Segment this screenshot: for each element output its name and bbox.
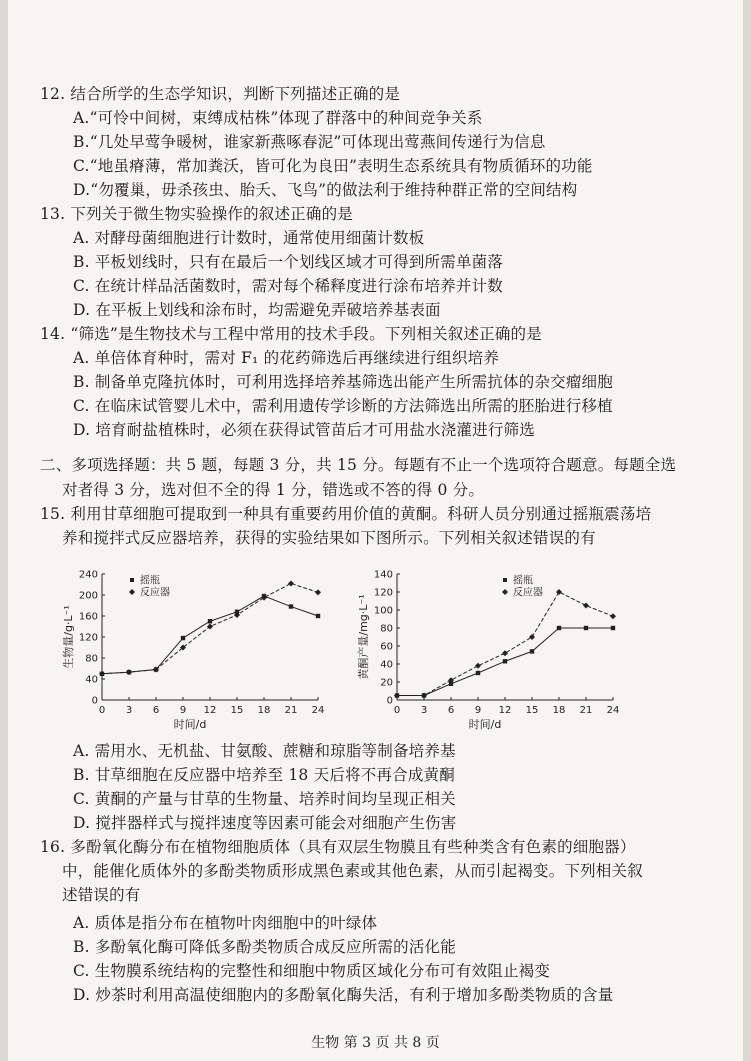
page-footer: 生物 第 3 页 共 8 页 [311, 1035, 440, 1051]
q14-option-c: C. 在临床试管婴儿术中，需利用遗传学诊断的方法筛选出所需的胚胎进行移植 [73, 397, 613, 415]
biomass-y-tick-label: 240 [78, 569, 98, 581]
flavonoid-series-1-point [476, 671, 480, 675]
flavonoid-y-tick-label: 60 [380, 641, 393, 653]
biomass-series-2-point [315, 589, 321, 595]
flavonoid-y-tick-label: 140 [373, 569, 393, 581]
q14-option-b: B. 制备单克隆抗体时，可利用选择培养基筛选出能产生所需抗体的杂交瘤细胞 [73, 373, 613, 391]
biomass-legend-marker [130, 578, 134, 582]
q15-option-d: D. 搅拌器样式与搅拌速度等因素可能会对细胞产生伤害 [73, 814, 457, 832]
flavonoid-legend-label: 摇瓶 [513, 575, 533, 587]
flavonoid-series-2-line [397, 592, 613, 696]
flavonoid-y-tick-label: 0 [386, 695, 393, 707]
q13-option-c: C. 在统计样品活菌数时，需对每个稀释度进行涂布培养并计数 [73, 277, 503, 295]
biomass-y-axis-label: 生物量/g·L⁻¹ [62, 605, 75, 669]
flavonoid-series-1-point [584, 626, 588, 630]
flavonoid-x-axis-label: 时间/d [468, 718, 502, 731]
q16-stem-line1: 16. 多酚氧化酶分布在植物细胞质体（具有双层生物膜且有些种类含有色素的细胞器） [40, 838, 636, 856]
biomass-x-tick-label: 9 [179, 705, 187, 716]
q15-option-c: C. 黄酮的产量与甘草的生物量、培养时间均呈现正相关 [73, 790, 456, 808]
flavonoid-y-tick-label: 40 [380, 659, 393, 671]
q14-option-d: D. 培育耐盐植株时，必须在获得试管苗后才可用盐水浇灌进行筛选 [73, 421, 535, 439]
flavonoid-y-tick-label: 80 [380, 623, 393, 635]
biomass-series-1-line [102, 596, 318, 674]
flavonoid-series-1-point [611, 626, 615, 630]
flavonoid-y-tick-label: 120 [373, 587, 393, 599]
flavonoid-y-tick-label: 20 [380, 677, 393, 689]
right-scan-edge [743, 0, 751, 1061]
flavonoid-series-1-point [557, 626, 561, 630]
q13-option-a: A. 对酵母菌细胞进行计数时，通常使用细菌计数板 [73, 229, 425, 247]
biomass-legend-label: 摇瓶 [140, 575, 160, 587]
flavonoid-series-1-point [530, 649, 534, 653]
q12-option-b: B.“几处早莺争暖树，谁家新燕啄春泥”可体现出莺燕间传递行为信息 [73, 133, 546, 151]
flavonoid-yield-chart [355, 562, 625, 732]
q16-stem-line2: 中，能催化质体外的多酚类物质形成黑色素或其他色素，从而引起褐变。下列相关叙 [62, 862, 643, 880]
section-2-scoring: 对者得 3 分，选对但不全的得 1 分，错选或不答的得 0 分。 [62, 481, 485, 499]
flavonoid-x-tick-label: 6 [447, 705, 455, 716]
q15-stem-line2: 养和搅拌式反应器培养，获得的实验结果如下图所示。下列相关叙述错误的有 [62, 529, 596, 547]
biomass-x-tick-label: 18 [257, 705, 271, 716]
biomass-y-tick-label: 0 [91, 695, 98, 707]
biomass-y-tick-label: 40 [85, 674, 98, 686]
flavonoid-series-2-point [556, 589, 562, 595]
q16-option-a: A. 质体是指分布在植物叶肉细胞中的叶绿体 [73, 914, 378, 932]
biomass-chart [60, 562, 330, 732]
q15-option-b: B. 甘草细胞在反应器中培养至 18 天后将不再合成黄酮 [73, 766, 455, 784]
q12-option-c: C.“地虽瘠薄，常加粪沃，皆可化为良田”表明生态系统具有物质循环的功能 [73, 157, 593, 175]
flavonoid-series-2-point [529, 634, 535, 640]
biomass-y-tick-label: 160 [78, 611, 98, 623]
flavonoid-legend-marker [503, 578, 507, 582]
flavonoid-x-tick-label: 21 [579, 705, 593, 716]
biomass-series-1-point [181, 636, 185, 640]
flavonoid-y-tick-label: 100 [373, 605, 393, 617]
q16-option-d: D. 炒茶时利用高温使细胞内的多酚氧化酶失活，有利于增加多酚类物质的含量 [73, 986, 614, 1004]
q14-stem: 14. “筛选”是生物技术与工程中常用的技术手段。下列相关叙述正确的是 [40, 325, 542, 343]
q13-stem: 13. 下列关于微生物实验操作的叙述正确的是 [40, 205, 353, 223]
q12-stem: 12. 结合所学的生态学知识，判断下列描述正确的是 [40, 85, 401, 103]
biomass-x-tick-label: 3 [125, 705, 133, 716]
flavonoid-x-tick-label: 9 [474, 705, 482, 716]
biomass-x-tick-label: 0 [98, 705, 106, 716]
flavonoid-y-axis-label: 黄酮产量/mg·L⁻¹ [357, 594, 370, 680]
q12-option-d: D.“勿覆巢，毋杀孩虫、胎夭、飞鸟”的做法利于维持种群正常的空间结构 [73, 181, 578, 199]
biomass-y-tick-label: 80 [85, 653, 98, 665]
biomass-legend-marker [129, 589, 135, 595]
flavonoid-x-tick-label: 15 [525, 705, 539, 716]
q13-option-b: B. 平板划线时，只有在最后一个划线区域才可得到所需单菌落 [73, 253, 504, 271]
flavonoid-series-2-point [502, 650, 508, 656]
biomass-x-tick-label: 6 [152, 705, 160, 716]
left-scan-edge [0, 0, 8, 1061]
section-2-heading: 二、多项选择题：共 5 题，每题 3 分，共 15 分。每题有不止一个选项符合题意。每题全选 [40, 456, 677, 474]
flavonoid-series-2-point [583, 603, 589, 609]
flavonoid-x-tick-label: 0 [393, 705, 401, 716]
flavonoid-series-2-point [610, 613, 616, 619]
flavonoid-x-tick-label: 12 [498, 705, 512, 716]
biomass-series-1-point [289, 604, 293, 608]
q15-option-a: A. 需用水、无机盐、甘氨酸、蔗糖和琼脂等制备培养基 [73, 742, 456, 760]
flavonoid-series-1-point [503, 659, 507, 663]
flavonoid-x-tick-label: 3 [420, 705, 428, 716]
q16-option-c: C. 生物膜系统结构的完整性和细胞中物质区域化分布可有效阻止褐变 [73, 962, 551, 980]
q12-option-a: A.“可怜中间树，束缚成枯株”体现了群落中的种间竞争关系 [73, 109, 483, 127]
biomass-series-1-point [208, 619, 212, 623]
biomass-x-tick-label: 21 [284, 705, 298, 716]
flavonoid-legend-marker [502, 589, 508, 595]
biomass-series-2-point [288, 580, 294, 586]
flavonoid-x-tick-label: 24 [606, 705, 620, 716]
biomass-y-tick-label: 200 [78, 590, 98, 602]
biomass-x-tick-label: 15 [230, 705, 244, 716]
q16-option-b: B. 多酚氧化酶可降低多酚类物质合成反应所需的活化能 [73, 938, 456, 956]
flavonoid-legend-label: 反应器 [513, 587, 543, 599]
q15-stem-line1: 15. 利用甘草细胞可提取到一种具有重要药用价值的黄酮。科研人员分别通过摇瓶震荡培 [40, 505, 652, 523]
flavonoid-series-2-point [475, 663, 481, 669]
biomass-series-1-point [316, 614, 320, 618]
q14-option-a: A. 单倍体育种时，需对 F₁ 的花药筛选后再继续进行组织培养 [73, 349, 500, 367]
biomass-x-tick-label: 24 [311, 705, 325, 716]
flavonoid-x-tick-label: 18 [552, 705, 566, 716]
q16-stem-line3: 述错误的有 [62, 886, 141, 904]
q13-option-d: D. 在平板上划线和涂布时，均需避免弄破培养基表面 [73, 301, 441, 319]
biomass-y-tick-label: 120 [78, 632, 98, 644]
biomass-legend-label: 反应器 [140, 587, 170, 599]
biomass-x-axis-label: 时间/d [173, 718, 207, 731]
biomass-x-tick-label: 12 [203, 705, 217, 716]
